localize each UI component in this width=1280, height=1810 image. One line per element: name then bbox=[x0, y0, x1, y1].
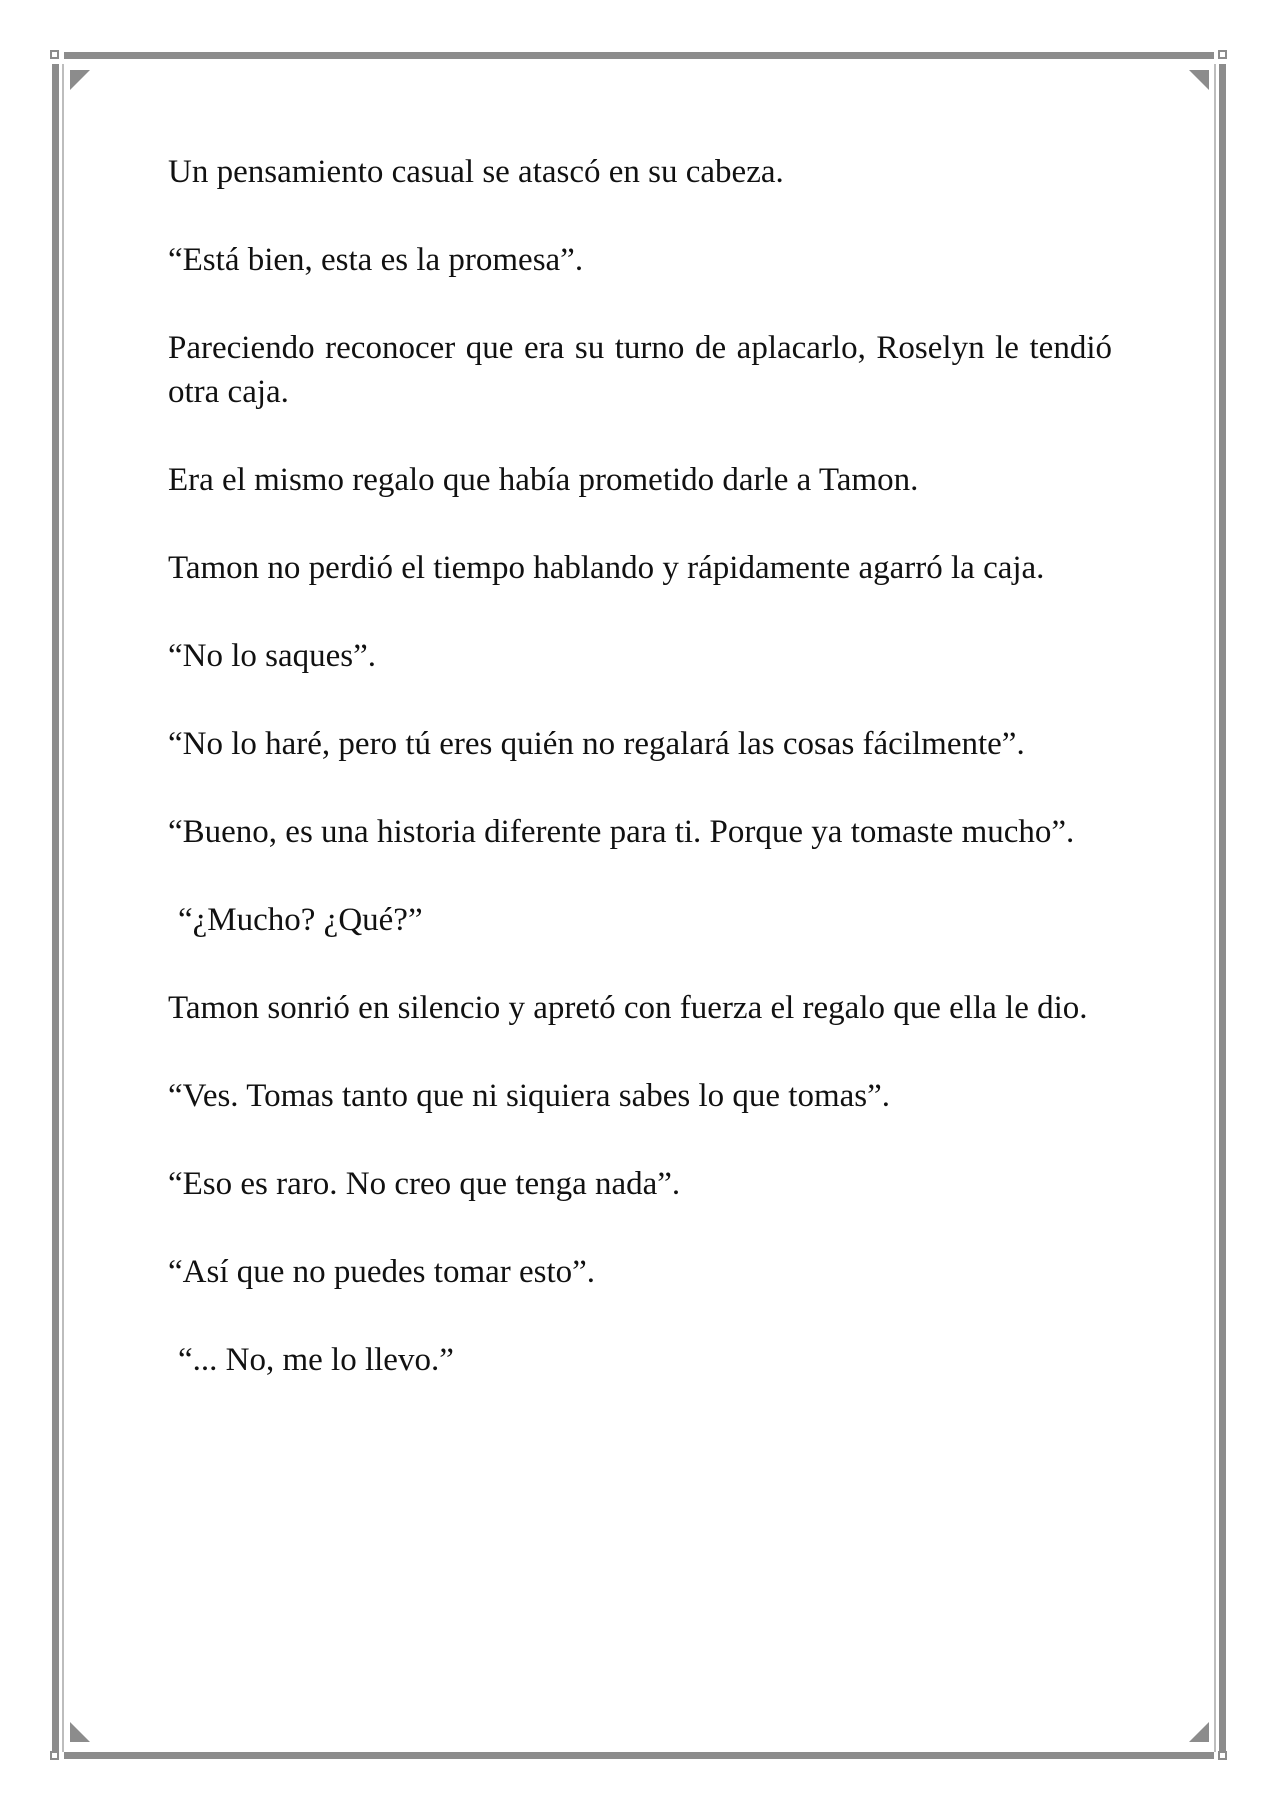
corner-triangle-top-left bbox=[70, 70, 90, 90]
frame-right-border bbox=[1219, 64, 1226, 1752]
corner-ornament-bottom-right bbox=[1218, 1751, 1227, 1760]
frame-bottom-border bbox=[64, 1752, 1214, 1759]
frame-inner-left-line bbox=[62, 64, 64, 1752]
paragraph: “¿Mucho? ¿Qué?” bbox=[178, 902, 423, 938]
paragraph: “Eso es raro. No creo que tenga nada”. bbox=[168, 1166, 681, 1202]
corner-triangle-bottom-left bbox=[70, 1722, 90, 1742]
document-body bbox=[168, 150, 1112, 1426]
paragraph: “Así que no puedes tomar esto”. bbox=[168, 1254, 596, 1290]
corner-ornament-bottom-left bbox=[50, 1751, 59, 1760]
paragraph: Era el mismo regalo que había prometido darle a Tamon. bbox=[168, 462, 919, 498]
paragraph: “Bueno, es una historia diferente para ti. Porque ya tomaste mucho”. bbox=[168, 814, 1075, 850]
paragraph: Tamon sonrió en silencio y apretó con fuerza el regalo que ella le dio. bbox=[168, 990, 1088, 1026]
paragraph: “No lo haré, pero tú eres quién no regalará las cosas fácilmente”. bbox=[168, 726, 1025, 762]
paragraph: “... No, me lo llevo.” bbox=[178, 1342, 454, 1378]
paragraph: “Ves. Tomas tanto que ni siquiera sabes lo que tomas”. bbox=[168, 1078, 891, 1114]
paragraph: “Está bien, esta es la promesa”. bbox=[168, 242, 584, 278]
frame-inner-right-line bbox=[1214, 64, 1216, 1752]
paragraph: Un pensamiento casual se atascó en su cabeza. bbox=[168, 154, 784, 190]
paragraph: Pareciendo reconocer que era su turno de aplacarlo, Roselyn le tendió otra caja. bbox=[168, 330, 1112, 410]
frame-left-border bbox=[52, 64, 59, 1752]
corner-ornament-top-right bbox=[1218, 50, 1227, 59]
corner-triangle-bottom-right bbox=[1189, 1722, 1209, 1742]
frame-top-border bbox=[64, 52, 1214, 59]
corner-ornament-top-left bbox=[50, 50, 59, 59]
corner-triangle-top-right bbox=[1189, 70, 1209, 90]
paragraph: “No lo saques”. bbox=[168, 638, 377, 674]
paragraph: Tamon no perdió el tiempo hablando y rápidamente agarró la caja. bbox=[168, 550, 1045, 586]
